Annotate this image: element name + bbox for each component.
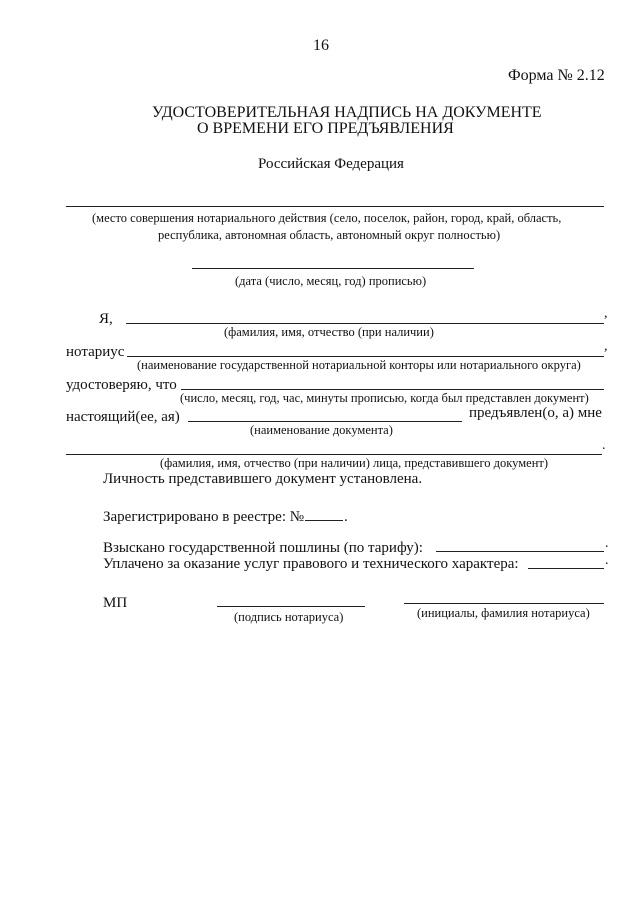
- certify-label: удостоверяю, что: [66, 377, 177, 393]
- certify-field[interactable]: [181, 389, 604, 390]
- presenter-field[interactable]: [66, 454, 602, 455]
- identity-statement: Личность представившего документ установлена.: [103, 471, 423, 487]
- notary-signature-field[interactable]: [217, 606, 365, 607]
- services-label: Уплачено за оказание услуг правового и технического характера:: [103, 556, 519, 572]
- certify-hint: (число, месяц, год, час, минуты прописью, когда был представлен документ): [180, 391, 589, 405]
- form-title-line2: О ВРЕМЕНИ ЕГО ПРЕДЪЯВЛЕНИЯ: [197, 120, 454, 137]
- signature-hint: (подпись нотариуса): [234, 610, 344, 624]
- stamp-label: МП: [103, 595, 128, 611]
- services-amount-field[interactable]: [528, 568, 604, 569]
- notary-name-label: Я,: [99, 311, 113, 327]
- form-title-line1: УДОСТОВЕРИТЕЛЬНАЯ НАДПИСЬ НА ДОКУМЕНТЕ: [152, 104, 542, 121]
- initials-hint: (инициалы, фамилия нотариуса): [417, 606, 590, 620]
- form-number: Форма № 2.12: [508, 67, 605, 84]
- document-hint: (наименование документа): [250, 423, 393, 437]
- notary-initials-field[interactable]: [404, 603, 604, 604]
- document-suffix: предъявлен(о, а) мне: [469, 405, 602, 421]
- notary-office-label: нотариус: [66, 344, 125, 360]
- comma-mark: ,: [604, 339, 608, 354]
- country-name: Российская Федерация: [258, 156, 404, 172]
- document-name-field[interactable]: [188, 421, 462, 422]
- page-number: 16: [313, 37, 329, 54]
- period-mark: .: [602, 438, 606, 453]
- date-field[interactable]: [192, 268, 474, 269]
- registry-end: .: [344, 509, 348, 525]
- notary-name-hint: (фамилия, имя, отчество (при наличии): [224, 325, 434, 339]
- notary-name-field[interactable]: [126, 323, 604, 324]
- fee-label: Взыскано государственной пошлины (по тарифу):: [103, 540, 423, 556]
- presenter-hint: (фамилия, имя, отчество (при наличии) лица, представившего документ): [160, 456, 549, 470]
- registry-number-field[interactable]: [305, 520, 343, 521]
- notary-office-hint: (наименование государственной нотариальной конторы или нотариального округа): [137, 358, 581, 372]
- notary-office-field[interactable]: [127, 356, 604, 357]
- period-mark: .: [605, 536, 609, 551]
- registry-label: Зарегистрировано в реестре: №: [103, 509, 305, 525]
- fee-amount-field[interactable]: [436, 551, 604, 552]
- place-hint-line2: республика, автономная область, автономный округ полностью): [158, 228, 501, 242]
- place-hint-line1: (место совершения нотариального действия (село, поселок, район, город, край, область,: [92, 211, 562, 225]
- date-hint: (дата (число, месяц, год) прописью): [235, 274, 427, 288]
- comma-mark: ,: [604, 306, 608, 321]
- document-label: настоящий(ее, ая): [66, 409, 180, 425]
- period-mark: .: [605, 553, 609, 568]
- place-field[interactable]: [66, 206, 604, 207]
